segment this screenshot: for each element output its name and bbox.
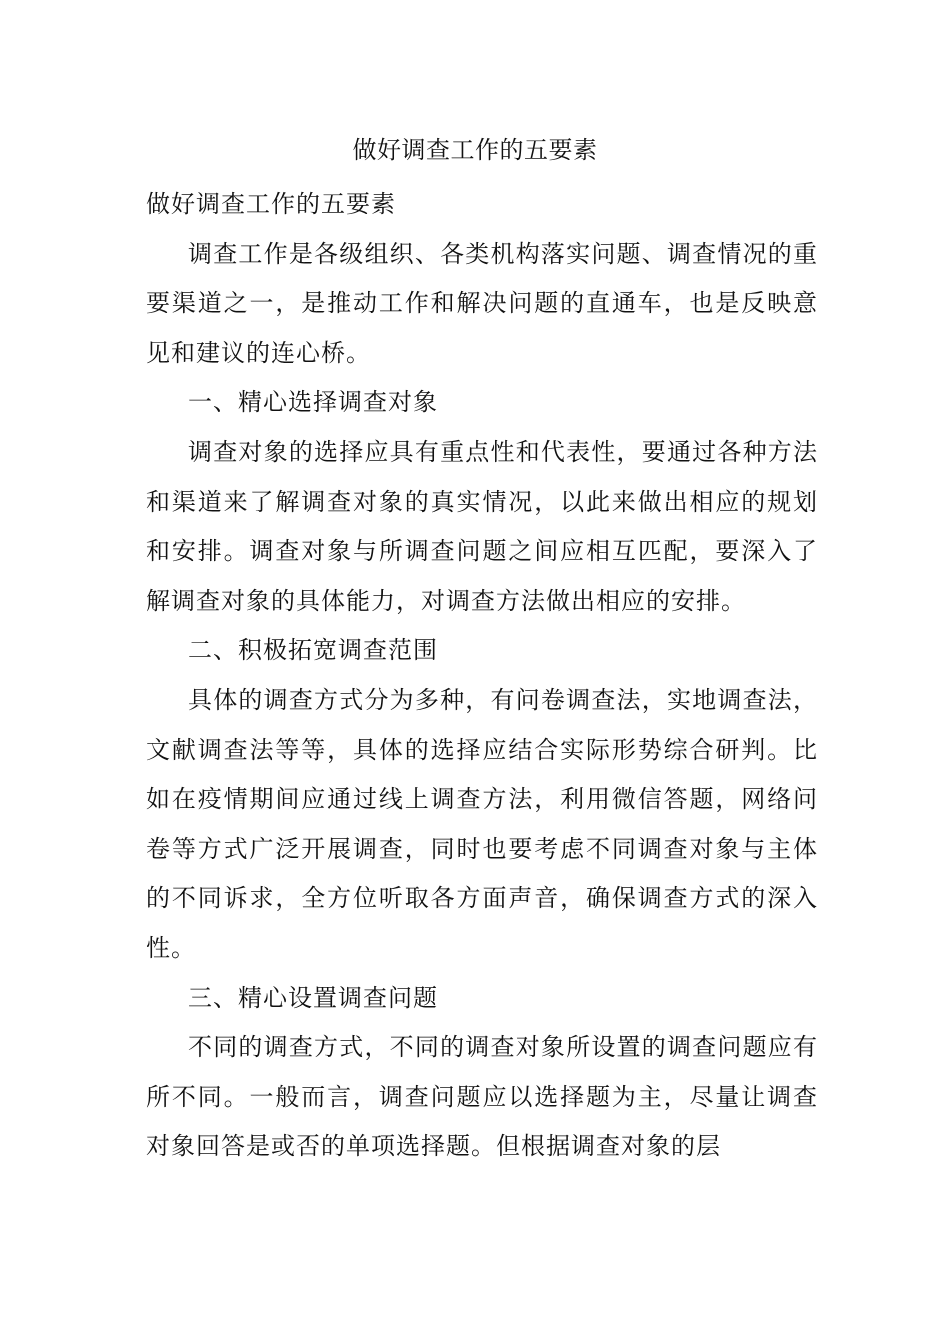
paragraph-section-1: 调查对象的选择应具有重点性和代表性，要通过各种方法和渠道来了解调查对象的真实情况，以此来做出相应的规划和安排。调查对象与所调查问题之间应相互匹配，要深入了解调查对象的具体能力，对调查方法做出相应的安排。 bbox=[146, 437, 818, 615]
paragraph-section-2: 具体的调查方式分为多种，有问卷调查法，实地调查法，文献调查法等等，具体的选择应结合实际形势综合研判。比如在疫情期间应通过线上调查方法，利用微信答题，网络问卷等方式广泛开展调查，同时也要考虑不同调查对象与主体的不同诉求，全方位听取各方面声音，确保调查方式的深入性。 bbox=[146, 685, 818, 962]
section-heading-2: 二、积极拓宽调查范围 bbox=[188, 636, 438, 665]
document-title: 做好调查工作的五要素 bbox=[352, 136, 598, 164]
section-heading-3: 三、精心设置调查问题 bbox=[188, 983, 438, 1012]
document-subtitle: 做好调查工作的五要素 bbox=[146, 190, 396, 218]
paragraph-intro: 调查工作是各级组织、各类机构落实问题、调查情况的重要渠道之一，是推动工作和解决问题的直通车，也是反映意见和建议的连心桥。 bbox=[146, 239, 818, 367]
document-body bbox=[146, 180, 818, 1172]
section-heading-1: 一、精心选择调查对象 bbox=[188, 388, 438, 417]
paragraph-section-3: 不同的调查方式，不同的调查对象所设置的调查问题应有所不同。一般而言，调查问题应以选择题为主，尽量让调查对象回答是或否的单项选择题。但根据调查对象的层 bbox=[146, 1033, 818, 1161]
